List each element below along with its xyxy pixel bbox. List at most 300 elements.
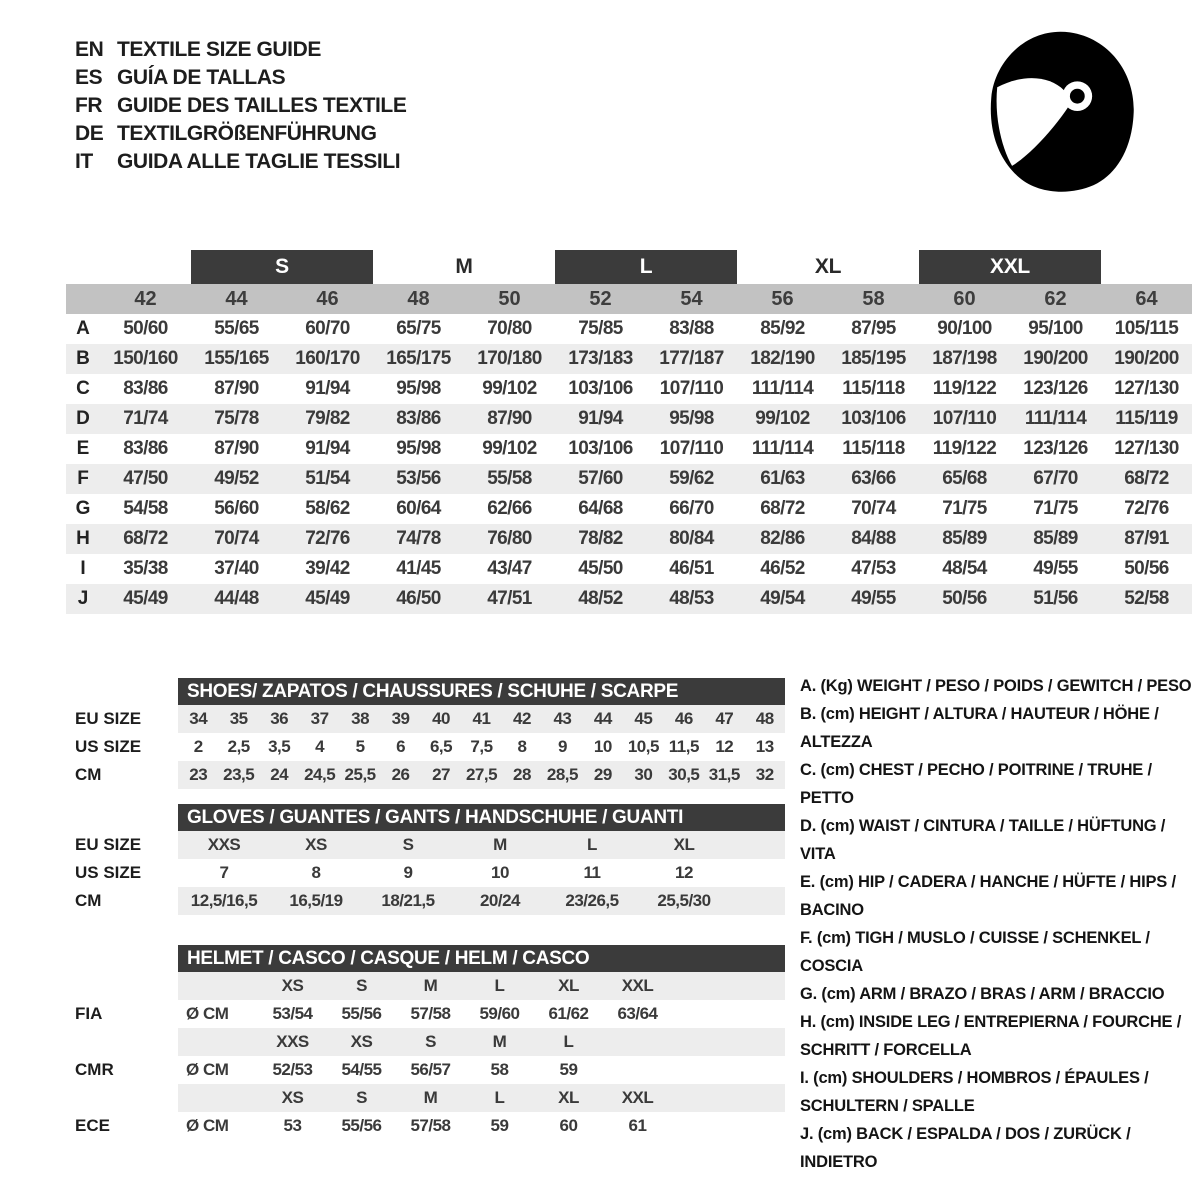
- size-value: 27,5: [465, 765, 498, 784]
- measurement-value: 91/94: [305, 378, 350, 399]
- legend-item: H. (cm) INSIDE LEG / ENTREPIERNA / FOURCHE / SCHRITT / FORCELLA: [800, 1013, 1182, 1059]
- measurement-value: 67/70: [1033, 468, 1078, 489]
- helmet-size-label: XXL: [621, 1088, 654, 1107]
- size-group-m: M: [455, 255, 473, 278]
- row-label: B: [76, 348, 90, 369]
- table-row: [66, 314, 1192, 344]
- measurement-value: 85/89: [1033, 528, 1078, 549]
- helmet-size-label: M: [423, 976, 438, 995]
- measurement-value: 111/114: [751, 378, 814, 399]
- row-cells: [178, 972, 785, 1000]
- helmet-size-value: 53: [283, 1116, 302, 1135]
- language-row: [75, 120, 406, 148]
- language-code: FR: [75, 94, 103, 117]
- measurement-value: 107/110: [932, 408, 997, 429]
- table-row: [66, 404, 1192, 434]
- unit-label: Ø CM: [186, 1060, 229, 1079]
- helmet-size-value: 55/56: [341, 1004, 382, 1023]
- helmet-icon: [972, 22, 1150, 200]
- helmet-size-value: 61/62: [548, 1004, 589, 1023]
- size-value: 13: [755, 737, 774, 756]
- language-code: ES: [75, 66, 103, 89]
- size-value: 35: [229, 709, 248, 728]
- measurement-value: 99/102: [482, 438, 537, 459]
- measurement-value: 87/90: [214, 438, 259, 459]
- measurement-value: 68/72: [123, 528, 168, 549]
- helmet-size-label: XXS: [276, 1032, 309, 1051]
- measurement-value: 87/90: [214, 378, 259, 399]
- measurement-value: 49/55: [1033, 558, 1078, 579]
- measurement-value: 182/190: [750, 348, 815, 369]
- helmet-values-row: [75, 1056, 787, 1084]
- table-row: [66, 554, 1192, 584]
- measurement-value: 155/165: [204, 348, 269, 369]
- measurement-value: 57/60: [578, 468, 623, 489]
- measurement-value: 119/122: [932, 378, 997, 399]
- size-value: 12,5/16,5: [190, 891, 258, 910]
- helmet-size-value: 59: [559, 1060, 578, 1079]
- measurement-value: 59/62: [669, 468, 714, 489]
- shoes-rows: [75, 705, 787, 789]
- helmet-size-label: S: [425, 1032, 436, 1051]
- size-value: 10: [491, 863, 509, 882]
- standard-label: CMR: [75, 1060, 114, 1079]
- measurement-value: 127/130: [1114, 438, 1179, 459]
- measurement-value: 115/119: [1115, 408, 1178, 429]
- table-row: [75, 761, 787, 789]
- helmet-values-row: [75, 1112, 787, 1140]
- size-value: 11: [583, 863, 601, 882]
- size-value: L: [587, 835, 597, 854]
- measurement-value: 90/100: [937, 318, 992, 339]
- size-value: 32: [755, 765, 774, 784]
- helmet-size-label: S: [356, 976, 367, 995]
- measurement-value: 46/52: [760, 558, 805, 579]
- legend-item: D. (cm) WAIST / CINTURA / TAILLE / HÜFTUNG / VITA: [800, 817, 1166, 863]
- helmet-size-label: M: [492, 1032, 507, 1051]
- size-value: 38: [351, 709, 370, 728]
- row-cells: [178, 733, 785, 761]
- size-value: 46: [674, 709, 693, 728]
- measurement-value: 58/62: [305, 498, 350, 519]
- measurement-value: 51/54: [305, 468, 350, 489]
- helmet-icon-svg: [972, 22, 1150, 200]
- measurement-value: 72/76: [1124, 498, 1169, 519]
- measurement-value: 70/74: [851, 498, 896, 519]
- measurement-value: 50/56: [942, 588, 987, 609]
- measurement-value: 105/115: [1114, 318, 1179, 339]
- numeric-size: 48: [407, 287, 430, 310]
- measurement-value: 190/200: [1114, 348, 1179, 369]
- measurement-value: 111/114: [751, 438, 814, 459]
- size-value: 41: [472, 709, 491, 728]
- measurement-value: 45/50: [578, 558, 623, 579]
- measurement-value: 91/94: [578, 408, 623, 429]
- measurement-value: 47/51: [487, 588, 532, 609]
- helmet-values-row: [75, 1000, 787, 1028]
- measurement-value: 85/89: [942, 528, 987, 549]
- measurement-value: 107/110: [659, 378, 724, 399]
- helmet-size-label: L: [494, 1088, 505, 1107]
- size-value: 23/26,5: [565, 891, 619, 910]
- helmet-size-label: XS: [281, 976, 304, 995]
- measurement-value: 63/66: [851, 468, 896, 489]
- measurement-value: 35/38: [123, 558, 168, 579]
- size-value: 44: [593, 709, 612, 728]
- measurement-value: 65/68: [942, 468, 987, 489]
- helmet-section-title: HELMET / CASCO / CASQUE / HELM / CASCO: [178, 945, 785, 972]
- helmet-size-value: 58: [490, 1060, 509, 1079]
- legend-item: J. (cm) BACK / ESPALDA / DOS / ZURÜCK / INDIETRO: [800, 1125, 1131, 1171]
- measurement-value: 64/68: [578, 498, 623, 519]
- helmet-size-value: 55/56: [341, 1116, 382, 1135]
- helmet-size-label: XL: [558, 976, 579, 995]
- table-row: [66, 374, 1192, 404]
- measurement-value: 115/118: [842, 438, 905, 459]
- helmet-size-value: 52/53: [272, 1060, 313, 1079]
- size-value: 36: [270, 709, 289, 728]
- helmet-size-value: 60: [559, 1116, 578, 1135]
- size-value: 12: [675, 863, 693, 882]
- size-value: 37: [310, 709, 329, 728]
- measurement-value: 71/75: [1033, 498, 1078, 519]
- language-code: DE: [75, 122, 104, 145]
- helmet-sizes-row: [75, 1084, 787, 1112]
- measurement-value: 160/170: [295, 348, 360, 369]
- row-side-label: CM: [75, 765, 102, 784]
- size-value: 6: [396, 737, 406, 756]
- unit-label: Ø CM: [186, 1116, 229, 1135]
- table-row: [75, 859, 787, 887]
- measurement-value: 80/84: [669, 528, 714, 549]
- measurement-value: 46/51: [669, 558, 714, 579]
- row-cells: [178, 1084, 785, 1112]
- measurement-value: 66/70: [669, 498, 714, 519]
- row-label: G: [75, 498, 91, 519]
- measurement-value: 70/80: [487, 318, 532, 339]
- measurement-value: 177/187: [659, 348, 724, 369]
- table-row: [66, 584, 1192, 614]
- measurement-rows: [66, 314, 1192, 614]
- row-side-label: EU SIZE: [75, 709, 142, 728]
- measurement-value: 83/88: [669, 318, 714, 339]
- numeric-size-band: [66, 284, 1192, 314]
- helmet-size-value: 63/64: [617, 1004, 658, 1023]
- measurement-value: 99/102: [755, 408, 810, 429]
- size-value: 48: [755, 709, 774, 728]
- numeric-size: 54: [680, 287, 703, 310]
- measurement-value: 61/63: [760, 468, 805, 489]
- measurement-value: 49/54: [760, 588, 805, 609]
- row-cells: [178, 1112, 785, 1140]
- measurement-value: 78/82: [578, 528, 623, 549]
- language-title-list: [75, 36, 406, 176]
- helmet-rows: [75, 972, 787, 1140]
- measurement-value: 99/102: [482, 378, 537, 399]
- table-row: [66, 434, 1192, 464]
- measurement-value: 91/94: [305, 438, 350, 459]
- size-value: 23,5: [223, 765, 255, 784]
- measurement-legend: [800, 672, 1192, 1176]
- row-label: F: [77, 468, 89, 489]
- measurement-value: 150/160: [113, 348, 178, 369]
- size-value: 30,5: [668, 765, 700, 784]
- size-value: 8: [311, 863, 321, 882]
- shoes-section: [75, 678, 787, 789]
- measurement-value: 76/80: [487, 528, 532, 549]
- legend-item: B. (cm) HEIGHT / ALTURA / HAUTEUR / HÖHE / ALTEZZA: [800, 705, 1159, 751]
- row-label: J: [77, 588, 89, 609]
- shoes-section-title: SHOES/ ZAPATOS / CHAUSSURES / SCHUHE / SCARPE: [178, 678, 785, 705]
- measurement-value: 170/180: [477, 348, 542, 369]
- helmet-size-label: XXL: [621, 976, 654, 995]
- measurement-value: 85/92: [760, 318, 805, 339]
- row-label: I: [80, 558, 86, 579]
- row-label: H: [76, 528, 90, 549]
- size-value: 28: [512, 765, 531, 784]
- size-value: 2,5: [227, 737, 250, 756]
- guide-title: TEXTILE SIZE GUIDE: [117, 38, 321, 61]
- measurement-value: 41/45: [396, 558, 441, 579]
- measurement-value: 95/98: [396, 378, 441, 399]
- measurement-value: 48/54: [942, 558, 987, 579]
- measurement-value: 47/50: [123, 468, 168, 489]
- measurement-value: 56/60: [214, 498, 259, 519]
- size-value: 11,5: [668, 737, 699, 756]
- measurement-value: 95/100: [1028, 318, 1083, 339]
- numeric-size: 44: [225, 287, 248, 310]
- helmet-size-value: 54/55: [341, 1060, 382, 1079]
- gloves-section-title: GLOVES / GUANTES / GANTS / HANDSCHUHE / GUANTI: [178, 804, 785, 831]
- row-cells: [178, 705, 785, 733]
- size-value: 29: [593, 765, 612, 784]
- measurement-value: 62/66: [487, 498, 532, 519]
- row-label: A: [76, 318, 90, 339]
- size-value: 3,5: [268, 737, 291, 756]
- measurement-value: 95/98: [669, 408, 714, 429]
- measurement-value: 111/114: [1024, 408, 1087, 429]
- language-row: [75, 148, 406, 176]
- legend-item: A. (Kg) WEIGHT / PESO / POIDS / GEWITCH / PESO: [800, 677, 1192, 695]
- measurement-value: 84/88: [851, 528, 896, 549]
- size-value: 42: [512, 709, 531, 728]
- row-side-label: [75, 972, 178, 1000]
- helmet-size-label: XS: [281, 1088, 304, 1107]
- measurement-value: 123/126: [1023, 378, 1088, 399]
- measurement-value: 119/122: [932, 438, 997, 459]
- accessory-tables: [75, 672, 787, 1140]
- language-code: IT: [75, 150, 93, 173]
- size-value: 43: [553, 709, 572, 728]
- helmet-size-label: XS: [350, 1032, 373, 1051]
- row-cells: [178, 831, 785, 859]
- measurement-value: 55/58: [487, 468, 532, 489]
- legend-item: G. (cm) ARM / BRAZO / BRAS / ARM / BRACCIO: [800, 985, 1165, 1003]
- measurement-value: 50/56: [1124, 558, 1169, 579]
- measurement-value: 68/72: [1124, 468, 1169, 489]
- measurement-value: 87/91: [1124, 528, 1169, 549]
- row-label: C: [76, 378, 90, 399]
- size-value: 40: [432, 709, 450, 728]
- numeric-size: 46: [316, 287, 339, 310]
- helmet-size-value: 57/58: [410, 1004, 451, 1023]
- helmet-size-label: L: [563, 1032, 574, 1051]
- measurement-value: 70/74: [214, 528, 259, 549]
- table-row: [75, 887, 787, 915]
- guide-title: GUIDE DES TAILLES TEXTILE: [117, 94, 407, 117]
- legend-item: F. (cm) TIGH / MUSLO / CUISSE / SCHENKEL / COSCIA: [800, 929, 1150, 975]
- measurement-value: 51/56: [1033, 588, 1078, 609]
- numeric-size: 58: [862, 287, 885, 310]
- measurement-value: 75/78: [214, 408, 259, 429]
- size-value: 34: [189, 709, 208, 728]
- measurement-value: 60/64: [396, 498, 441, 519]
- size-group-xxl: XXL: [919, 250, 1101, 284]
- row-cells: [178, 1000, 785, 1028]
- row-cells: [178, 1056, 785, 1084]
- measurement-value: 71/74: [123, 408, 168, 429]
- standard-label: ECE: [75, 1116, 110, 1135]
- table-row: [66, 494, 1192, 524]
- measurement-value: 50/60: [123, 318, 168, 339]
- row-side-label: EU SIZE: [75, 835, 142, 854]
- numeric-size: 50: [498, 287, 521, 310]
- legend-item: E. (cm) HIP / CADERA / HANCHE / HÜFTE / HIPS / BACINO: [800, 873, 1176, 919]
- measurement-value: 49/55: [851, 588, 896, 609]
- row-cells: [178, 887, 785, 915]
- size-value: 7: [219, 863, 229, 882]
- size-value: 2: [193, 737, 203, 756]
- language-row: [75, 92, 406, 120]
- measurement-value: 52/58: [1124, 588, 1169, 609]
- row-label: E: [76, 438, 90, 459]
- measurement-value: 53/56: [396, 468, 441, 489]
- table-row: [66, 524, 1192, 554]
- row-side-label: US SIZE: [75, 863, 142, 882]
- measurement-value: 190/200: [1023, 348, 1088, 369]
- size-value: 26: [391, 765, 410, 784]
- guide-title: TEXTILGRÖßENFÜHRUNG: [117, 122, 377, 145]
- measurement-value: 165/175: [386, 348, 451, 369]
- size-value: 9: [403, 863, 413, 882]
- helmet-sizes-row: [75, 1028, 787, 1056]
- numeric-size: 64: [1135, 287, 1158, 310]
- measurement-value: 187/198: [932, 348, 997, 369]
- measurement-value: 83/86: [123, 378, 168, 399]
- size-group-s: S: [191, 250, 373, 284]
- measurement-value: 185/195: [841, 348, 906, 369]
- language-row: [75, 36, 406, 64]
- measurement-value: 39/42: [305, 558, 350, 579]
- measurement-value: 54/58: [123, 498, 168, 519]
- measurement-value: 72/76: [305, 528, 350, 549]
- size-value: 6,5: [429, 737, 453, 756]
- size-group-xl: XL: [814, 255, 842, 278]
- size-value: 16,5/19: [289, 891, 343, 910]
- size-group-l: L: [555, 250, 737, 284]
- measurement-value: 79/82: [305, 408, 350, 429]
- row-side-label: [75, 1084, 178, 1112]
- measurement-value: 68/72: [760, 498, 805, 519]
- legend-item: I. (cm) SHOULDERS / HOMBROS / ÉPAULES / SCHULTERN / SPALLE: [800, 1069, 1149, 1115]
- language-row: [75, 64, 406, 92]
- textile-size-table: [66, 250, 1192, 614]
- measurement-value: 87/90: [487, 408, 532, 429]
- table-row: [66, 464, 1192, 494]
- size-value: 5: [355, 737, 365, 756]
- helmet-size-label: M: [423, 1088, 438, 1107]
- size-value: 27: [432, 765, 450, 784]
- measurement-value: 44/48: [214, 588, 259, 609]
- row-label: D: [76, 408, 90, 429]
- helmet-size-label: XL: [558, 1088, 579, 1107]
- size-value: 12: [715, 737, 734, 756]
- size-value: XL: [673, 835, 695, 854]
- measurement-value: 103/106: [568, 438, 633, 459]
- measurement-value: 71/75: [942, 498, 987, 519]
- table-row: [75, 705, 787, 733]
- table-row: [75, 831, 787, 859]
- measurement-value: 48/53: [669, 588, 714, 609]
- table-row: [66, 344, 1192, 374]
- guide-title: GUÍA DE TALLAS: [117, 66, 286, 89]
- helmet-section: [75, 945, 787, 1140]
- size-value: 24,5: [304, 765, 336, 784]
- row-side-label: US SIZE: [75, 737, 142, 756]
- size-value: 25,5: [344, 765, 376, 784]
- gloves-rows: [75, 831, 787, 915]
- size-value: 18/21,5: [381, 891, 435, 910]
- measurement-value: 43/47: [487, 558, 532, 579]
- helmet-size-value: 53/54: [272, 1004, 313, 1023]
- measurement-value: 37/40: [214, 558, 259, 579]
- measurement-value: 49/52: [214, 468, 259, 489]
- measurement-value: 45/49: [305, 588, 350, 609]
- size-value: S: [402, 835, 414, 854]
- row-side-label: [75, 1028, 178, 1056]
- table-row: [75, 733, 787, 761]
- numeric-size: 42: [134, 287, 157, 310]
- measurement-value: 115/118: [842, 378, 905, 399]
- measurement-value: 127/130: [1114, 378, 1179, 399]
- size-value: 10,5: [627, 737, 659, 756]
- measurement-value: 48/52: [578, 588, 623, 609]
- helmet-size-value: 57/58: [410, 1116, 451, 1135]
- measurement-value: 75/85: [578, 318, 623, 339]
- measurement-value: 95/98: [396, 438, 441, 459]
- size-value: 8: [517, 737, 527, 756]
- measurement-value: 87/95: [851, 318, 896, 339]
- size-value: 30: [634, 765, 653, 784]
- helmet-size-value: 56/57: [410, 1060, 451, 1079]
- gloves-section: [75, 804, 787, 915]
- size-group-header-row: [66, 250, 1192, 284]
- measurement-value: 45/49: [123, 588, 168, 609]
- measurement-value: 46/50: [396, 588, 441, 609]
- measurement-value: 103/106: [568, 378, 633, 399]
- helmet-size-label: L: [494, 976, 505, 995]
- helmet-sizes-row: [75, 972, 787, 1000]
- row-cells: [178, 859, 785, 887]
- measurement-value: 107/110: [659, 438, 724, 459]
- guide-title: GUIDA ALLE TAGLIE TESSILI: [117, 150, 401, 173]
- helmet-size-label: S: [356, 1088, 367, 1107]
- measurement-value: 65/75: [396, 318, 441, 339]
- measurement-value: 60/70: [305, 318, 350, 339]
- size-value: 45: [634, 709, 653, 728]
- size-value: 39: [391, 709, 410, 728]
- measurement-value: 82/86: [760, 528, 805, 549]
